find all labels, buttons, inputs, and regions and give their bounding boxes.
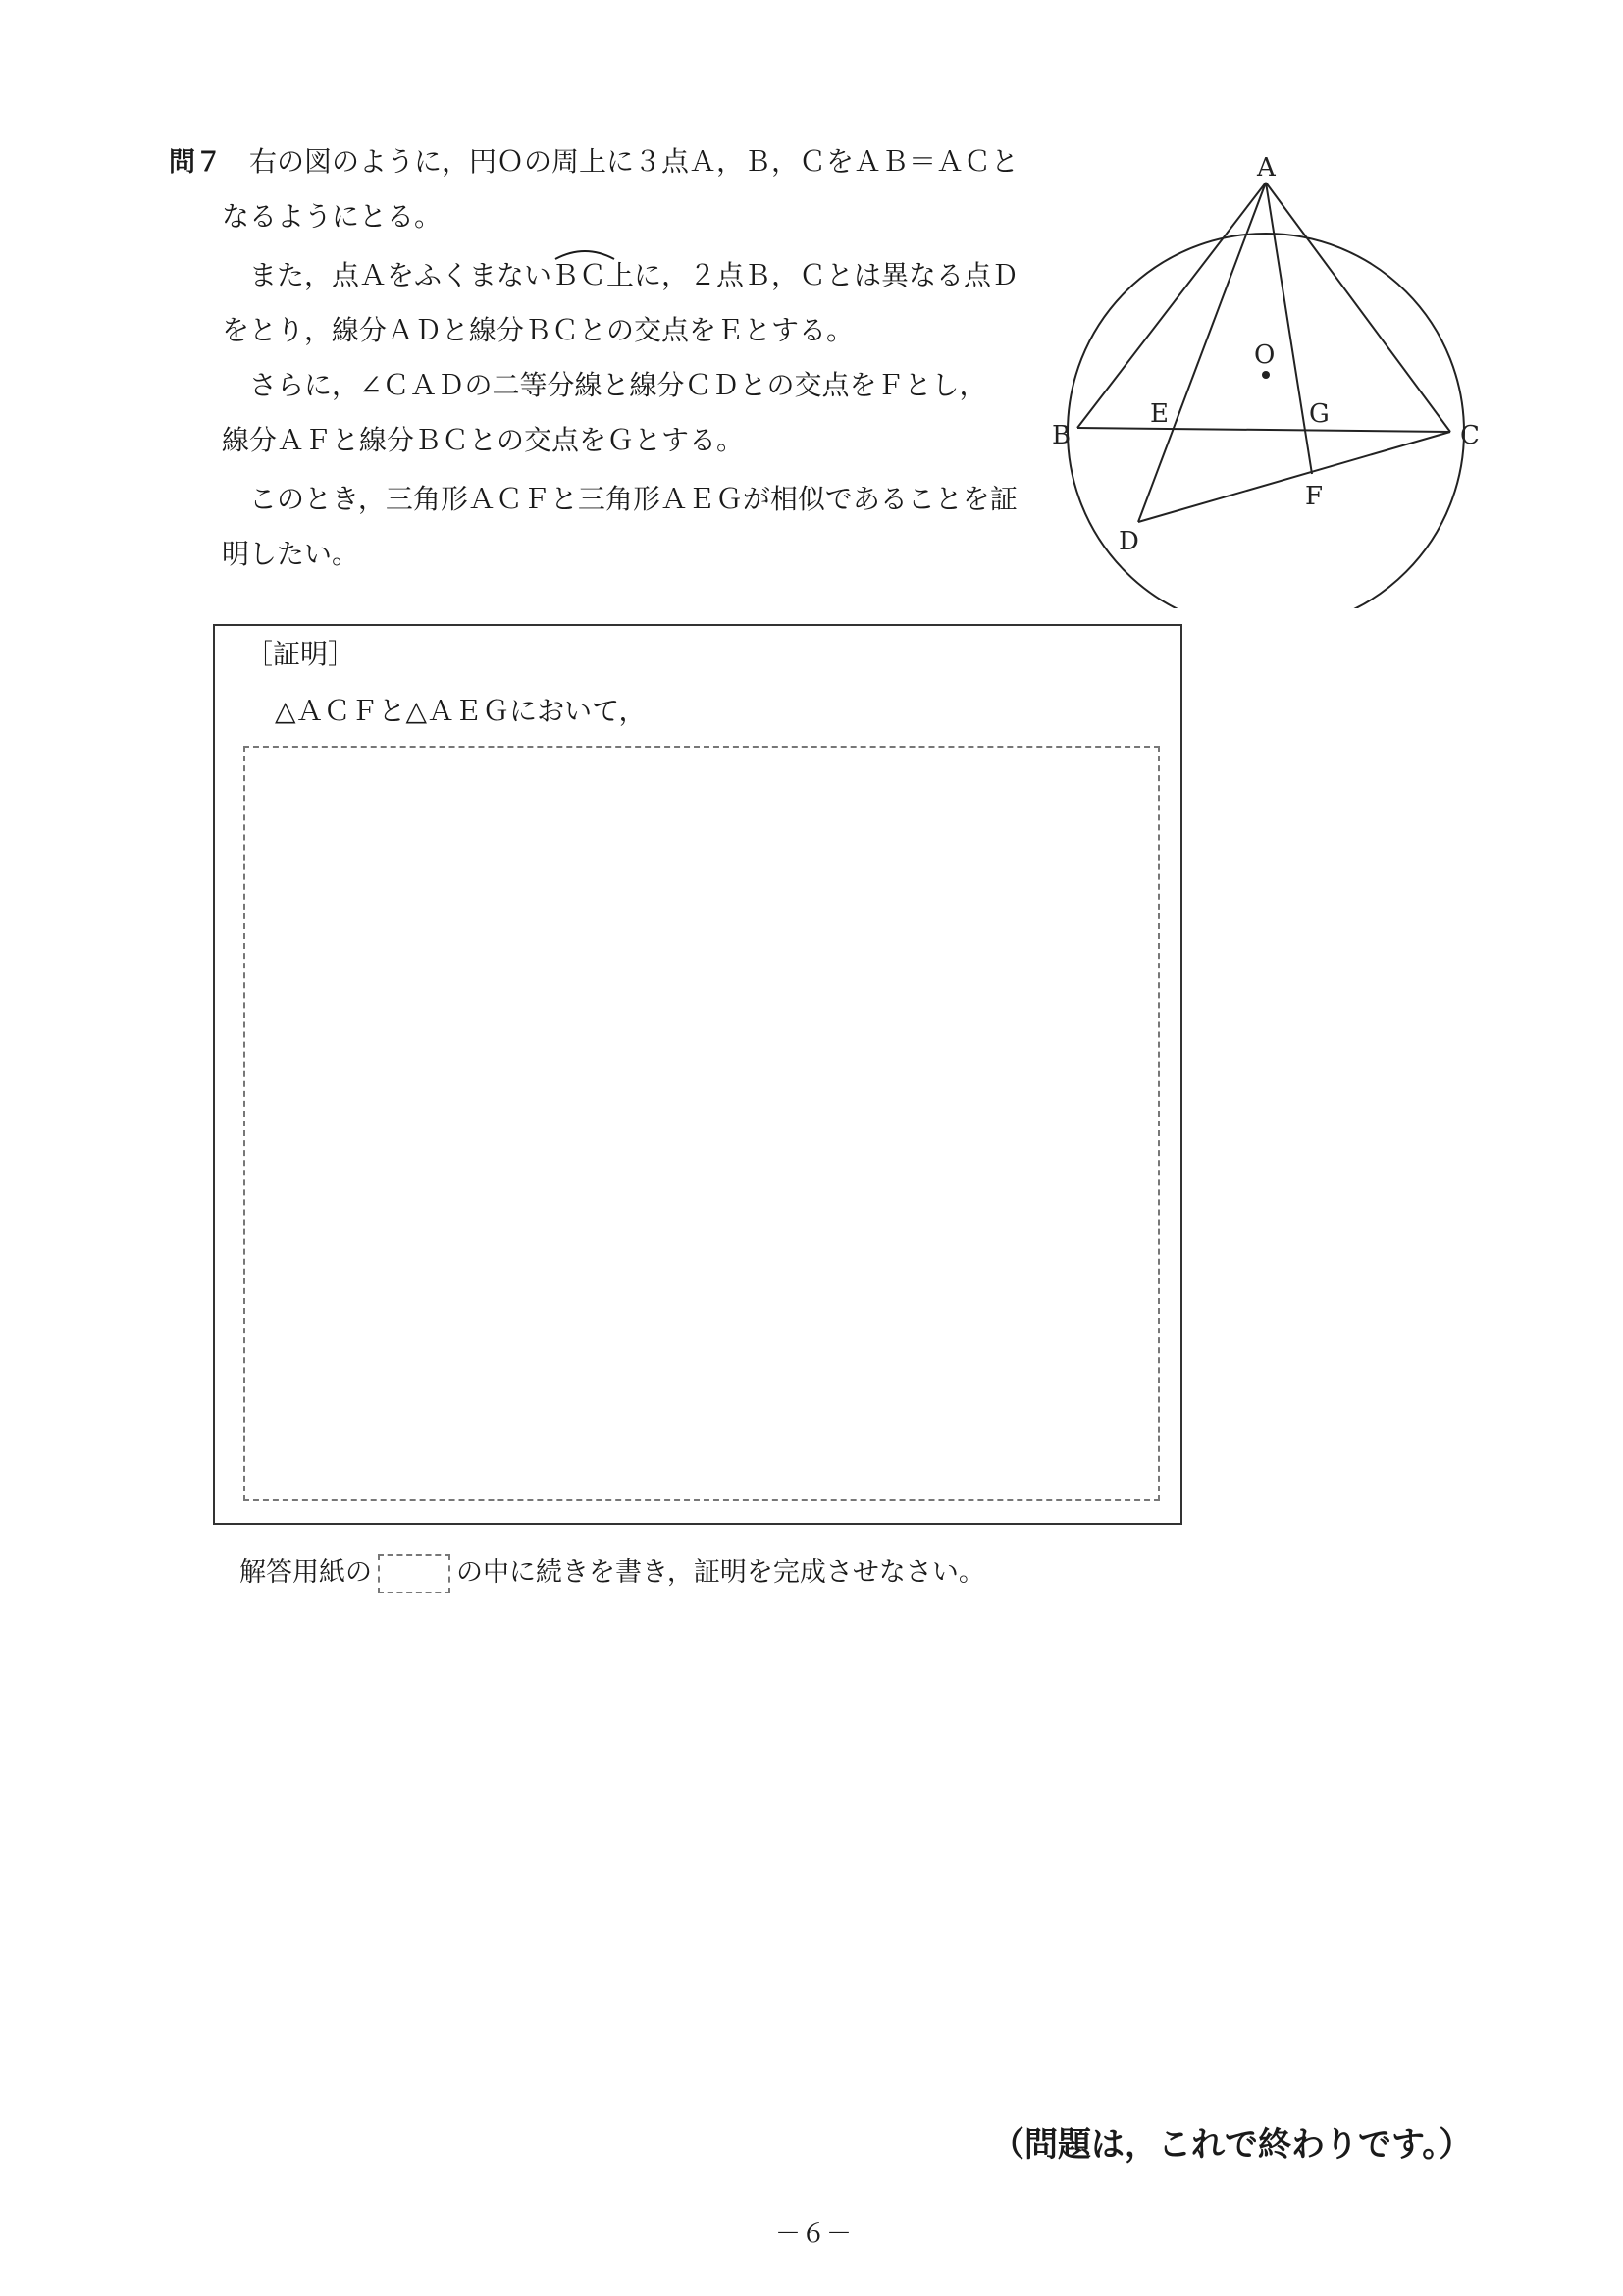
label-g: G <box>1309 399 1330 429</box>
instruction-pre: 解答用紙の <box>239 1557 372 1588</box>
question-line-3 <box>249 257 1019 294</box>
question-text-1: 右の図のように，円Ｏの周上に３点Ａ，Ｂ，ＣをＡＢ＝ＡＣと <box>249 145 1020 178</box>
answer-area[interactable] <box>243 746 1160 1501</box>
proof-header: ［証明］ <box>245 638 356 670</box>
center-point-o <box>1262 371 1270 379</box>
dashed-box-icon <box>378 1554 450 1593</box>
label-e: E <box>1150 399 1169 429</box>
label-b: B <box>1052 421 1072 450</box>
label-f: F <box>1305 482 1324 511</box>
arc-bc-label: ＢＣ <box>551 259 607 291</box>
geometry-figure <box>1030 137 1501 608</box>
label-d: D <box>1119 527 1139 556</box>
question-line-2: なるようにとる。 <box>222 200 443 233</box>
question-line-8: 明したい。 <box>222 538 360 570</box>
label-c: C <box>1460 421 1480 450</box>
question-line-5: さらに，∠ＣＡＤの二等分線と線分ＣＤとの交点をＦとし， <box>249 369 987 401</box>
question-label: 問７ <box>169 147 222 178</box>
question-line-4: をとり，線分ＡＤと線分ＢＣとの交点をＥとする。 <box>222 314 855 346</box>
segment-cd <box>1138 432 1450 522</box>
question-line-6: 線分ＡＦと線分ＢＣとの交点をＧとする。 <box>222 424 745 456</box>
question-line-1 <box>169 143 1019 182</box>
label-a: A <box>1257 153 1276 183</box>
question-text-3-pre: また，点Ａをふくまない <box>249 259 552 291</box>
end-note: （問題は，これで終わりです。） <box>991 2125 1473 2165</box>
segment-bc <box>1077 428 1450 432</box>
label-o: O <box>1254 340 1276 370</box>
segment-ad <box>1138 183 1266 522</box>
page-number: －６－ <box>775 2219 853 2249</box>
question-line-7: このとき，三角形ＡＣＦと三角形ＡＥＧが相似であることを証 <box>249 483 1018 515</box>
arc-bc <box>551 257 606 294</box>
segment-ac <box>1266 183 1450 432</box>
proof-intro: △ＡＣＦと△ＡＥＧにおいて， <box>275 695 647 727</box>
instruction-post: の中に続きを書き，証明を完成させなさい。 <box>456 1557 985 1588</box>
segment-ab <box>1077 183 1266 428</box>
instruction <box>239 1550 985 1593</box>
arc-mark-icon <box>551 245 618 261</box>
question-text-3-post: 上に，２点Ｂ，Ｃとは異なる点Ｄ <box>606 259 1020 291</box>
